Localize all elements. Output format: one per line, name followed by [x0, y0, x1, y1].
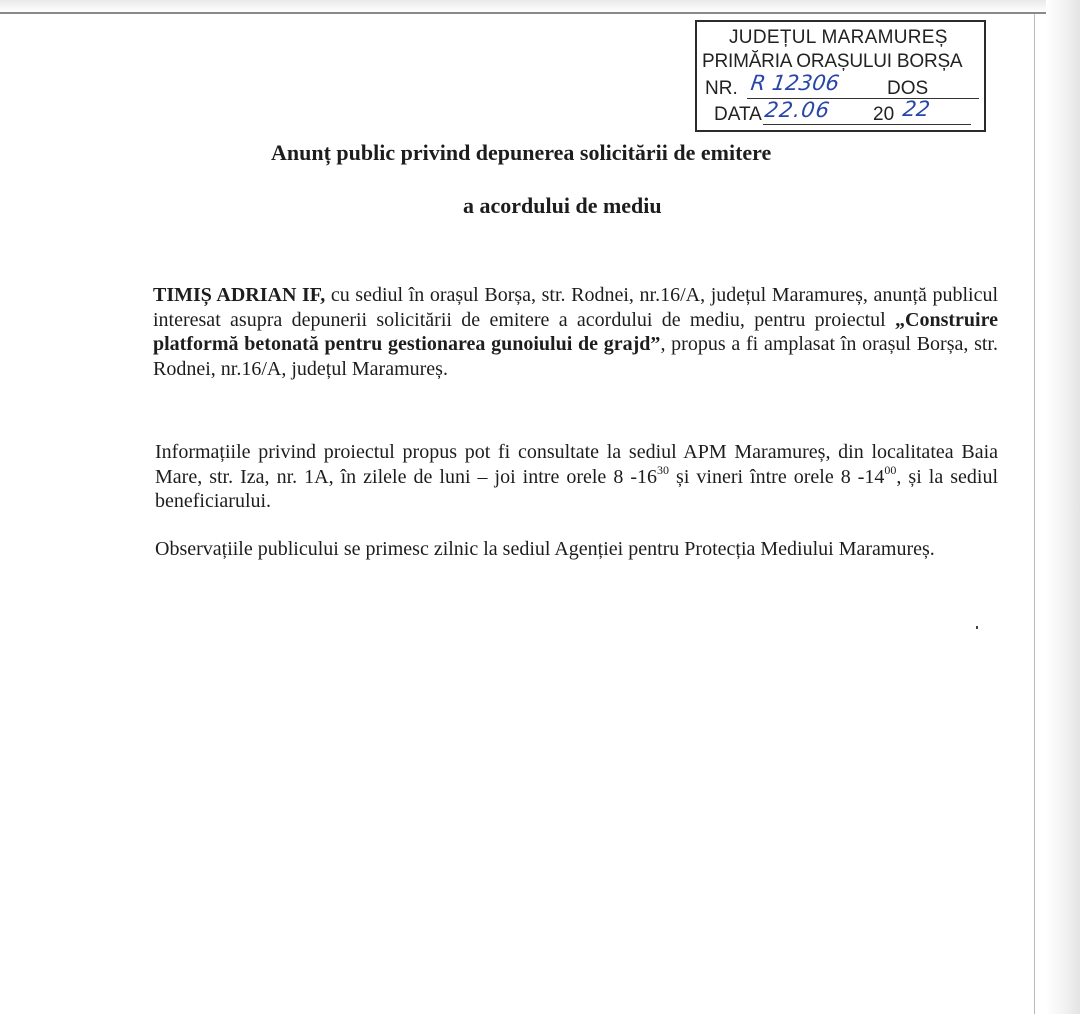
announcement-text-b: , propus a fi amplasat în orașul Borșa, str. Rodnei, nr.16/A, județul Maramureș. — [153, 333, 998, 380]
consultation-sup-a: 30 — [657, 462, 670, 477]
paragraph-announcement — [153, 283, 998, 381]
announcement-text-a: cu sediul în orașul Borșa, str. Rodnei, nr.16/A, județul Maramureș, anunță publicul interesat asupra depunerii solicitării de emitere a acordului de mediu, pentru proiectul — [153, 284, 999, 331]
stamp-year-prefix: 20 — [873, 104, 895, 125]
stamp-date-line — [763, 124, 971, 125]
stamp-office: PRIMĂRIA ORAȘULUI BORȘA — [702, 51, 963, 72]
stamp-nr-value: R 12306 — [749, 71, 841, 95]
project-name: „Construire platformă betonată pentru gestionarea gunoiului de grajd” — [153, 308, 998, 355]
document-title-line-1: Anunț public privind depunerea solicitării de emitere — [271, 140, 772, 165]
scan-right-edge — [1046, 0, 1080, 1014]
applicant-name: TIMIȘ ADRIAN IF, — [153, 284, 326, 306]
scan-speck — [976, 626, 978, 629]
scan-right-line — [1034, 14, 1035, 1014]
stamp-dos-label: DOS — [887, 78, 929, 99]
stamp-nr-label: NR. — [705, 78, 738, 99]
consultation-text-b: și vineri între orele 8 -14 — [669, 465, 885, 488]
paragraph-observations: Observațiile publicului se primesc zilnic la sediul Agenției pentru Protecția Mediului Maramureș. — [155, 538, 935, 560]
registration-stamp — [695, 20, 986, 132]
stamp-year-value: 22 — [901, 97, 932, 121]
consultation-text-a: Informațiile privind proiectul propus pot fi consultate la sediul APM Maramureș, din localitatea Baia Mare, str. Iza, nr. 1A, în zilele de luni – joi intre orele 8 -16 — [155, 441, 998, 488]
stamp-date-value: 22.06 — [763, 98, 832, 122]
stamp-county: JUDEȚUL MARAMUREȘ — [729, 27, 948, 48]
consultation-text-c: , și la sediul beneficiarului. — [155, 465, 999, 512]
stamp-date-label: DATA — [714, 104, 762, 125]
scan-top-edge — [0, 0, 1080, 12]
document-title-line-2: a acordului de mediu — [463, 193, 662, 218]
consultation-sup-b: 00 — [884, 462, 897, 477]
paragraph-consultation — [155, 440, 998, 514]
scan-top-line — [0, 12, 1080, 14]
